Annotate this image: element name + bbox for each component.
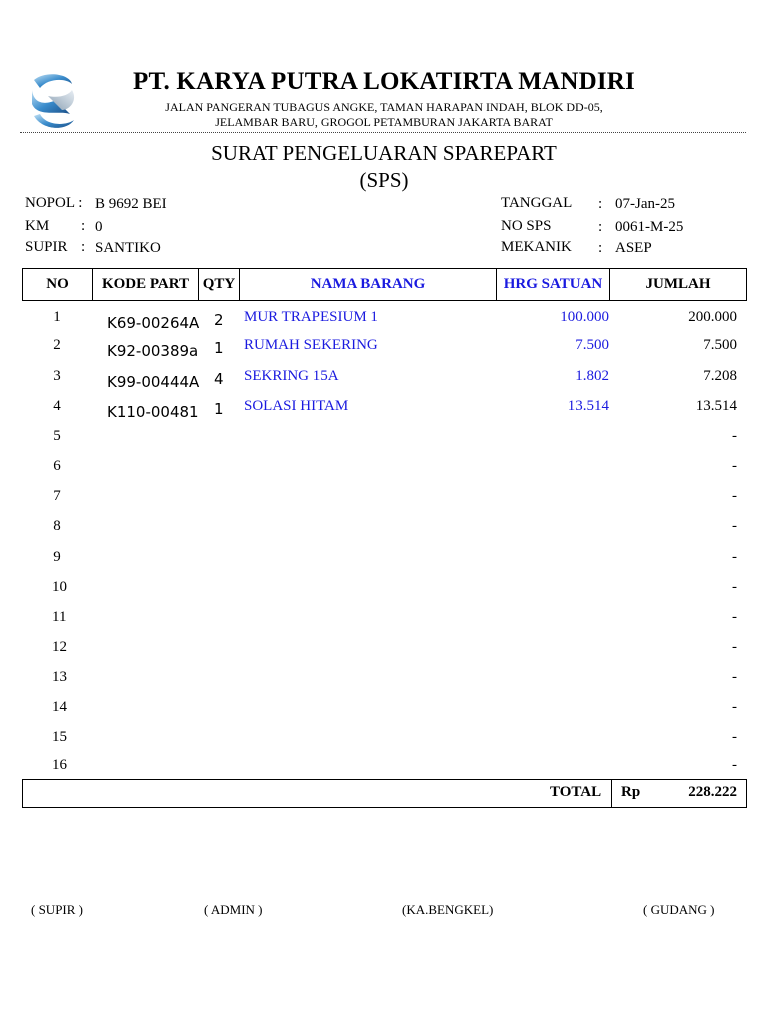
row-jumlah: 13.514 [695,398,737,414]
no-sps-label: NO SPS [501,218,552,234]
row-jumlah: - [732,428,737,444]
table-header-row [23,269,747,301]
document-subtitle: (SPS) [359,168,409,192]
row-no: 13 [52,669,67,685]
signature-admin: ( ADMIN ) [204,902,263,917]
row-jumlah: 7.208 [703,368,737,384]
row-jumlah: 7.500 [703,337,737,353]
row-jumlah: - [732,729,737,745]
row-jumlah: - [732,699,737,715]
row-no: 14 [52,699,67,715]
tanggal-label: TANGGAL [501,195,573,211]
km-value: 0 [95,219,103,235]
row-kode-part: K69-00264A [107,314,200,332]
row-no: 11 [52,609,67,625]
document-title: SURAT PENGELUARAN SPAREPART [211,141,557,165]
row-nama-barang: SEKRING 15A [244,368,339,384]
row-jumlah: - [732,757,737,773]
total-divider [611,779,612,808]
no-sps-value: 0061-M-25 [615,219,684,235]
signature-ka-bengkel: (KA.BENGKEL) [402,902,494,917]
row-no: 3 [53,368,61,384]
row-qty: 2 [214,311,224,329]
row-hrg-satuan: 1.802 [575,368,609,384]
row-hrg-satuan: 13.514 [567,398,609,414]
company-name: PT. KARYA PUTRA LOKATIRTA MANDIRI [133,68,635,95]
row-no: 8 [53,518,61,534]
row-kode-part: K92-00389a [107,342,199,360]
row-qty: 4 [214,370,224,388]
row-kode-part: K99-00444A [107,373,200,391]
row-no: 9 [53,549,61,565]
row-kode-part: K110-00481 [107,403,199,421]
supir-label: SUPIR [25,239,68,255]
row-hrg-satuan: 7.500 [575,337,609,353]
row-jumlah: - [732,458,737,474]
km-label: KM [25,218,50,234]
row-jumlah: - [732,639,737,655]
header-hrg-satuan: HRG SATUAN [497,269,610,301]
company-address-line-2: JELAMBAR BARU, GROGOL PETAMBURAN JAKARTA BARAT [215,115,553,129]
company-address-line-1: JALAN PANGERAN TUBAGUS ANGKE, TAMAN HARAPAN INDAH, BLOK DD-05, [165,100,603,114]
header-no: NO [23,269,93,301]
row-no: 6 [53,458,61,474]
row-nama-barang: RUMAH SEKERING [244,337,378,353]
tanggal-value: 07-Jan-25 [615,196,675,212]
mekanik-sep: : [598,240,603,256]
row-no: 7 [53,488,61,504]
row-no: 2 [53,337,61,353]
row-jumlah: - [732,669,737,685]
row-qty: 1 [214,400,224,418]
row-jumlah: - [732,549,737,565]
total-value: 228.222 [688,784,737,800]
header-kode-part: KODE PART [93,269,199,301]
no-sps-sep: : [598,219,603,235]
signature-supir: ( SUPIR ) [31,902,84,917]
header-divider [20,132,746,133]
signature-gudang: ( GUDANG ) [643,902,715,917]
header-nama-barang: NAMA BARANG [240,269,497,301]
row-no: 10 [52,579,67,595]
row-nama-barang: SOLASI HITAM [244,398,349,414]
supir-sep: : [81,239,86,255]
row-no: 5 [53,428,61,444]
row-no: 1 [53,309,61,325]
row-nama-barang: MUR TRAPESIUM 1 [244,309,378,325]
km-sep: : [81,218,86,234]
nopol-value: B 9692 BEI [95,196,167,212]
row-jumlah: - [732,579,737,595]
total-currency: Rp [621,784,641,800]
mekanik-label: MEKANIK [501,239,572,255]
row-no: 12 [52,639,67,655]
row-jumlah: - [732,488,737,504]
nopol-label: NOPOL : [25,195,83,211]
row-jumlah: - [732,518,737,534]
row-qty: 1 [214,339,224,357]
row-no: 15 [52,729,67,745]
total-label: TOTAL [550,784,602,800]
mekanik-value: ASEP [615,240,652,256]
supir-value: SANTIKO [95,240,161,256]
header-qty: QTY [199,269,240,301]
row-no: 16 [52,757,67,773]
row-jumlah: 200.000 [688,309,737,325]
row-hrg-satuan: 100.000 [560,309,609,325]
row-jumlah: - [732,609,737,625]
tanggal-sep: : [598,196,603,212]
row-no: 4 [53,398,61,414]
items-table [22,268,747,301]
header-jumlah: JUMLAH [610,269,747,301]
company-logo-icon [26,70,80,134]
